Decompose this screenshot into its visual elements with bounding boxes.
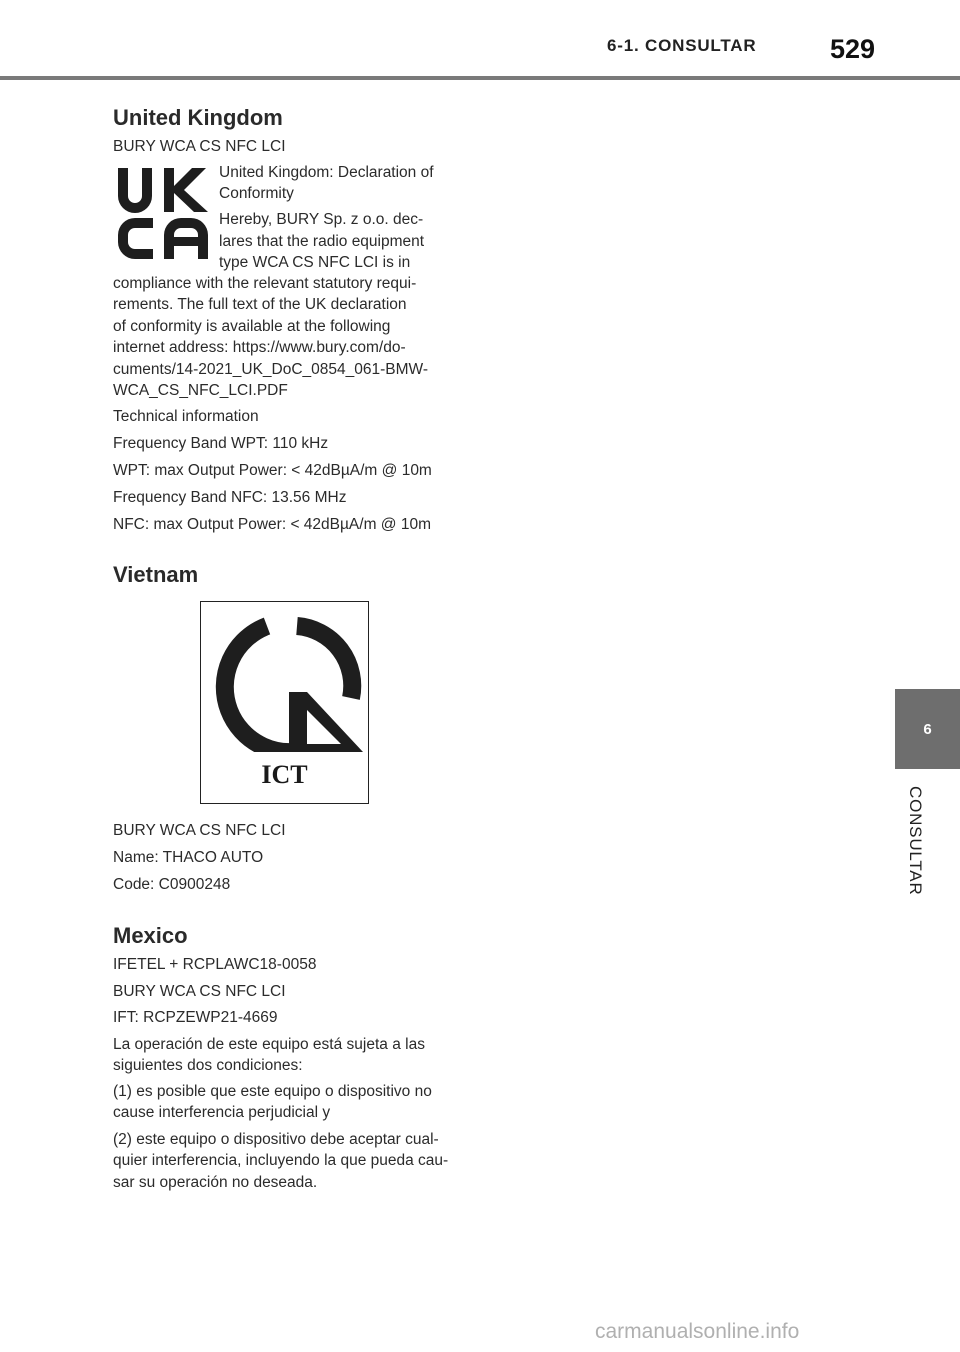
uk-hereby-line-7: internet address: https://www.bury.com/do- <box>113 339 406 356</box>
mexico-ift: IFT: RCPZEWP21-4669 <box>113 1009 278 1026</box>
ict-logo-text: ICT <box>261 760 308 789</box>
uk-nfc-band: Frequency Band NFC: 13.56 MHz <box>113 489 347 506</box>
ukca-mark-logo <box>114 166 210 261</box>
heading-vietnam: Vietnam <box>113 562 199 587</box>
chapter-tab <box>895 689 960 769</box>
ukca-mark-icon <box>114 166 210 261</box>
ict-mark-icon <box>201 602 367 752</box>
vietnam-model: BURY WCA CS NFC LCI <box>113 822 286 839</box>
ict-certification-logo <box>200 601 369 804</box>
uk-hereby-line-9: WCA_CS_NFC_LCI.PDF <box>113 382 288 399</box>
page-number: 529 <box>830 34 876 64</box>
mexico-operation-line-2: siguientes dos condiciones: <box>113 1057 303 1074</box>
uk-hereby-line-3: type WCA CS NFC LCI is in <box>219 254 411 271</box>
mexico-condition-2-line-2: quier interferencia, incluyendo la que pueda cau- <box>113 1152 449 1169</box>
uk-declaration-line-1: United Kingdom: Declaration of <box>219 164 434 181</box>
mexico-ifetel: IFETEL + RCPLAWC18-0058 <box>113 956 317 973</box>
mexico-condition-2-line-1: (2) este equipo o dispositivo debe aceptar cual- <box>113 1131 439 1148</box>
uk-hereby-line-8: cuments/14-2021_UK_DoC_0854_061-BMW- <box>113 361 429 378</box>
heading-mexico: Mexico <box>113 923 188 948</box>
uk-wpt-power: WPT: max Output Power: < 42dBµA/m @ 10m <box>113 462 432 479</box>
mexico-condition-1-line-1: (1) es posible que este equipo o dispositivo no <box>113 1083 432 1100</box>
uk-model: BURY WCA CS NFC LCI <box>113 138 286 155</box>
watermark-text: carmanualsonline.info <box>595 1320 800 1343</box>
chapter-number: 6 <box>923 720 932 738</box>
vietnam-code: Code: C0900248 <box>113 876 231 893</box>
heading-united-kingdom: United Kingdom <box>113 105 283 130</box>
running-header-section: 6-1. CONSULTAR <box>607 36 757 55</box>
header-divider <box>0 76 960 80</box>
uk-nfc-power: NFC: max Output Power: < 42dBµA/m @ 10m <box>113 516 431 533</box>
uk-hereby-line-1: Hereby, BURY Sp. z o.o. dec- <box>219 211 424 228</box>
uk-wpt-band: Frequency Band WPT: 110 kHz <box>113 435 329 452</box>
uk-hereby-line-4: compliance with the relevant statutory requi- <box>113 275 417 292</box>
uk-hereby-line-6: of conformity is available at the following <box>113 318 391 335</box>
uk-hereby-line-5: rements. The full text of the UK declaration <box>113 296 407 313</box>
mexico-operation-line-1: La operación de este equipo está sujeta a las <box>113 1036 425 1053</box>
vietnam-name: Name: THACO AUTO <box>113 849 264 866</box>
mexico-condition-1-line-2: cause interferencia perjudicial y <box>113 1104 331 1121</box>
chapter-label: CONSULTAR <box>906 786 925 896</box>
uk-technical-information: Technical information <box>113 408 259 425</box>
uk-declaration-line-2: Conformity <box>219 185 294 202</box>
mexico-condition-2-line-3: sar su operación no deseada. <box>113 1174 318 1191</box>
uk-hereby-line-2: lares that the radio equipment <box>219 233 425 250</box>
mexico-model: BURY WCA CS NFC LCI <box>113 983 286 1000</box>
